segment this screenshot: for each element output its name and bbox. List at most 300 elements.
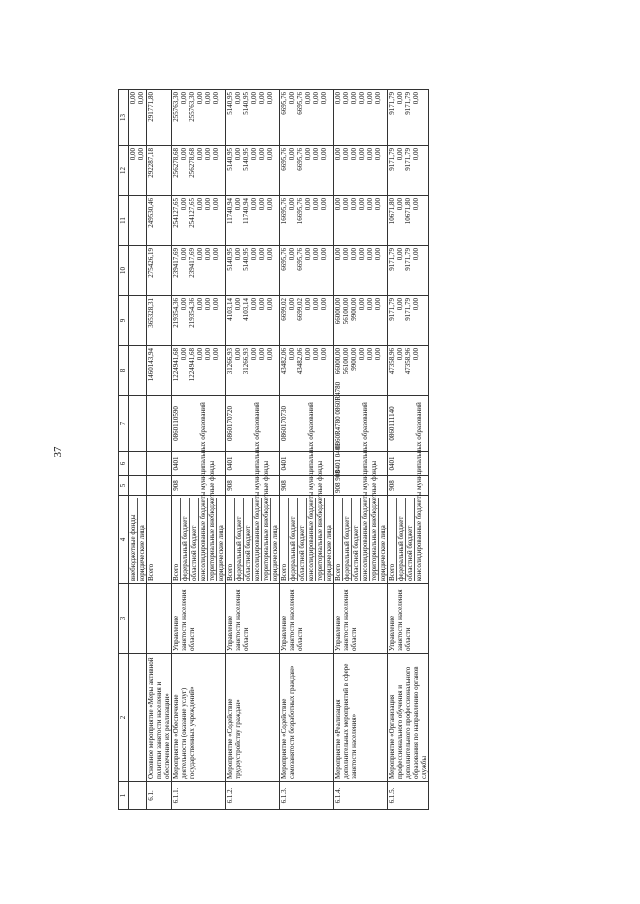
column-header: 4 — [119, 496, 129, 584]
value-c10-value: 0,00 — [204, 248, 212, 261]
table-row — [147, 90, 172, 810]
value-c8-value: 43482,06 — [296, 348, 304, 375]
funding-source-value: консолидированные бюджеты муниципальных образований — [415, 402, 423, 581]
value-c8-value: 0,00 — [320, 348, 328, 361]
value-c11-value: 249530,46 — [147, 198, 155, 228]
value-c12-value: 0,00 — [374, 148, 382, 161]
value-c10-value: 0,00 — [334, 248, 342, 261]
table-row — [172, 90, 226, 810]
funding-source-value: юридические лица — [378, 498, 387, 581]
value-c9-value: 0,00 — [374, 298, 382, 311]
funding-source-value: юридические лица — [270, 498, 279, 581]
value-c10 — [226, 246, 280, 296]
table-row — [280, 90, 334, 810]
value-c12-value: 0,00 — [204, 148, 212, 161]
column-header: 2 — [119, 654, 129, 782]
grbs-code: 908 — [226, 476, 280, 496]
value-c8-value: 31266,93 — [226, 348, 234, 375]
funding-source-value: федеральный бюджет — [288, 498, 297, 581]
value-c9-value: 0,00 — [320, 298, 328, 311]
value-c12 — [226, 146, 280, 196]
row-number: 6.1.2. — [226, 782, 280, 810]
value-2027-value: 0,00 — [137, 148, 145, 161]
value-c13-value: 0,00 — [180, 92, 188, 105]
funding-source — [129, 496, 147, 584]
value-c10-value: 5140,95 — [226, 248, 234, 271]
executor: Управление занятости населения области — [334, 584, 388, 654]
value-c11 — [226, 196, 280, 246]
value-c9-value: 0,00 — [412, 298, 420, 311]
value-c10-value: 0,00 — [366, 248, 374, 261]
value-c11-value: 0,00 — [374, 198, 382, 211]
value-c12-value: 0,00 — [366, 148, 374, 161]
row-number: 6.1.1. — [172, 782, 226, 810]
value-c13-value: 0,00 — [342, 92, 350, 105]
value-c9 — [334, 296, 388, 346]
event-name — [129, 654, 147, 782]
value-c13-value: 0,00 — [258, 92, 266, 105]
row-number: 6.1.4. — [334, 782, 388, 810]
value-c10-value: 6695,76 — [296, 248, 304, 271]
executor: Управление занятости населения области — [388, 584, 429, 654]
value-c10 — [280, 246, 334, 296]
value-c10-value: 0,00 — [304, 248, 312, 261]
value-c12-value: 0,00 — [320, 148, 328, 161]
value-c10 — [334, 246, 388, 296]
value-c11-value: 0,00 — [366, 198, 374, 211]
value-c11-value: 16695,76 — [296, 198, 304, 225]
table-row — [226, 90, 280, 810]
grbs-code: 908 — [280, 476, 334, 496]
value-c12-value: 0,00 — [342, 148, 350, 161]
value-c13-value: 0,00 — [212, 92, 220, 105]
funding-source-value: консолидированные бюджеты муниципальных образований — [199, 402, 207, 581]
value-c12-value: 0,00 — [288, 148, 296, 161]
value-c10-value: 0,00 — [320, 248, 328, 261]
value-c10-value: 5140,95 — [242, 248, 250, 271]
value-c8 — [226, 346, 280, 396]
section-code: 0401 — [280, 452, 334, 476]
value-c13 — [172, 90, 226, 146]
value-c13 — [334, 90, 388, 146]
value-c9-value: 0,00 — [304, 298, 312, 311]
value-c9-value: 219354,36 — [172, 298, 180, 328]
value-c9 — [388, 296, 429, 346]
value-c9-value: 4103,14 — [226, 298, 234, 321]
value-c11-value: 11740,94 — [226, 198, 234, 224]
funding-source-value: внебюджетные фонды — [129, 514, 137, 581]
value-c12-value: 5140,95 — [242, 148, 250, 171]
row-number: 6.1.3. — [280, 782, 334, 810]
value-c9-value: 219354,36 — [188, 298, 196, 328]
page-number: 37 — [52, 446, 64, 458]
value-c8-value: 0,00 — [204, 348, 212, 361]
value-c8-value: 0,00 — [258, 348, 266, 361]
value-c9 — [226, 296, 280, 346]
row-number: 6.1.5. — [388, 782, 429, 810]
value-c11-value: 0,00 — [288, 198, 296, 211]
value-c8 — [147, 346, 172, 396]
target-code: 0860R4780 0860R4780 — [334, 396, 388, 452]
value-c13-value: 0,00 — [250, 92, 258, 105]
grbs-code: 908 — [388, 476, 429, 496]
value-c12-value: 6695,76 — [280, 148, 288, 171]
value-c10 — [388, 246, 429, 296]
column-header: 6 — [119, 452, 129, 476]
value-c10-value: 275426,19 — [147, 248, 155, 278]
value-c10-value: 0,00 — [250, 248, 258, 261]
value-c12 — [147, 146, 172, 196]
value-2028-value: 0,00 — [129, 92, 137, 105]
value-c10-value: 239417,69 — [172, 248, 180, 278]
table-row — [388, 90, 429, 810]
value-c11-value: 0,00 — [358, 198, 366, 211]
value-cell — [129, 346, 147, 396]
value-c8-value: 0,00 — [374, 348, 382, 361]
value-c13-value: 0,00 — [304, 92, 312, 105]
value-c12-value: 0,00 — [334, 148, 342, 161]
value-c10-value: 0,00 — [342, 248, 350, 261]
grbs-code — [147, 476, 172, 496]
value-cell — [129, 196, 147, 246]
value-c13-value: 0,00 — [196, 92, 204, 105]
value-c12-value: 0,00 — [212, 148, 220, 161]
column-header: 5 — [119, 476, 129, 496]
value-c9-value: 9900,00 — [350, 298, 358, 321]
value-c13 — [226, 90, 280, 146]
value-c13-value: 9171,79 — [404, 92, 412, 115]
column-header: 9 — [119, 296, 129, 346]
funding-source-value: областной бюджет — [189, 498, 198, 581]
value-c11 — [172, 196, 226, 246]
grbs-code: 908 — [172, 476, 226, 496]
section-code: 0401 — [388, 452, 429, 476]
value-c12-value: 9171,79 — [388, 148, 396, 171]
value-c10-value: 0,00 — [258, 248, 266, 261]
value-c8-value: 0,00 — [266, 348, 274, 361]
executor — [147, 584, 172, 654]
budget-table-page — [118, 90, 598, 810]
value-c13-value: 6695,76 — [280, 92, 288, 115]
value-cell — [129, 452, 147, 476]
funding-source-value: консолидированные бюджеты муниципальных образований — [307, 402, 315, 581]
section-code: 0401 0401 — [334, 452, 388, 476]
value-c8-value: 0,00 — [366, 348, 374, 361]
section-code: 0401 — [226, 452, 280, 476]
value-c11-value: 0,00 — [350, 198, 358, 211]
value-c12-value: 0,00 — [312, 148, 320, 161]
funding-source-value: Всего — [172, 563, 180, 581]
value-c13-value: 0,00 — [396, 92, 404, 105]
value-c9-value: 0,00 — [250, 298, 258, 311]
funding-source-value: юридические лица — [216, 498, 225, 581]
value-c10-value: 0,00 — [350, 248, 358, 261]
value-c10-value: 0,00 — [312, 248, 320, 261]
value-c8-value: 0,00 — [312, 348, 320, 361]
budget-table — [118, 89, 429, 810]
funding-source-value: Всего — [147, 563, 155, 581]
value-c11-value: 0,00 — [250, 198, 258, 211]
event-name: Мероприятие «Реализация дополнительных мероприятий в сфере занятости населения» — [334, 654, 388, 782]
value-c8-value: 0,00 — [196, 348, 204, 361]
funding-source-value: юридические лица — [324, 498, 333, 581]
value-c8-value: 0,00 — [358, 348, 366, 361]
value-c11-value: 254127,65 — [188, 198, 196, 228]
funding-source-value: федеральный бюджет — [396, 498, 405, 581]
value-c10-value: 0,00 — [288, 248, 296, 261]
value-c13 — [147, 90, 172, 146]
executor — [129, 584, 147, 654]
value-cell — [129, 246, 147, 296]
value-c13-value: 0,00 — [350, 92, 358, 105]
column-header: 11 — [119, 196, 129, 246]
value-c11 — [147, 196, 172, 246]
grbs-code: 908 908 — [334, 476, 388, 496]
value-c10-value: 9171,79 — [388, 248, 396, 271]
value-c13-value: 5140,95 — [226, 92, 234, 115]
value-c9-value: 0,00 — [196, 298, 204, 311]
funding-source-value: территориальные внебюджетные фонды — [262, 460, 270, 581]
value-c10-value: 0,00 — [196, 248, 204, 261]
value-c9-value: 9171,79 — [404, 298, 412, 321]
event-name: Мероприятие «Организация профессионального обучения и дополнительного профессионального образования по направлению органов службы — [388, 654, 429, 782]
value-c11-value: 0,00 — [342, 198, 350, 211]
value-c11-value: 0,00 — [412, 198, 420, 211]
value-c10-value: 0,00 — [212, 248, 220, 261]
value-c8-value: 56100,00 — [342, 348, 350, 375]
value-c9-value: 0,00 — [366, 298, 374, 311]
value-c12-value: 256278,68 — [188, 148, 196, 178]
funding-source-value: Всего — [280, 563, 288, 581]
column-header: 10 — [119, 246, 129, 296]
value-c11-value: 11740,94 — [242, 198, 250, 224]
value-c9 — [280, 296, 334, 346]
value-c13-value: 0,00 — [234, 92, 242, 105]
value-c9 — [147, 296, 172, 346]
value-c13-value: 0,00 — [374, 92, 382, 105]
value-c8-value: 66000,00 — [334, 348, 342, 375]
value-c13-value: 0,00 — [266, 92, 274, 105]
value-c13-value: 0,00 — [412, 92, 420, 105]
value-c10-value: 0,00 — [234, 248, 242, 261]
value-2028-value: 0,00 — [137, 92, 145, 105]
value-c8-value: 47358,96 — [388, 348, 396, 375]
funding-source-value: Всего — [334, 563, 342, 581]
value-c9-value: 0,00 — [358, 298, 366, 311]
header-row — [119, 90, 129, 810]
value-c12-value: 256278,68 — [172, 148, 180, 178]
funding-source-value: областной бюджет — [243, 498, 252, 581]
value-c9-value: 365328,31 — [147, 298, 155, 328]
value-c11-value: 10671,80 — [388, 198, 396, 225]
value-c13-value: 0,00 — [312, 92, 320, 105]
value-c10-value: 0,00 — [396, 248, 404, 261]
value-c12 — [388, 146, 429, 196]
value-c8-value: 0,00 — [180, 348, 188, 361]
value-c11-value: 0,00 — [320, 198, 328, 211]
section-code — [147, 452, 172, 476]
value-c10-value: 239417,69 — [188, 248, 196, 278]
value-c8-value: 1224941,68 — [172, 348, 180, 382]
funding-source-value: федеральный бюджет — [180, 498, 189, 581]
value-c12-value: 5140,95 — [226, 148, 234, 171]
value-2027-value: 0,00 — [129, 148, 137, 161]
value-c13-value: 0,00 — [288, 92, 296, 105]
value-c8-value: 0,00 — [250, 348, 258, 361]
value-c13-value: 291771,80 — [147, 92, 155, 122]
section-code: 0401 — [172, 452, 226, 476]
value-c12-value: 0,00 — [258, 148, 266, 161]
funding-source-value: консолидированные бюджеты муниципальных образований — [253, 402, 261, 581]
value-c13-value: 0,00 — [334, 92, 342, 105]
value-c11-value: 16695,76 — [280, 198, 288, 225]
event-name: Основное мероприятие «Меры активной политики занятости населения и обеспечение их реализации» — [147, 654, 172, 782]
value-c9-value: 4103,14 — [242, 298, 250, 321]
value-c12-value: 0,00 — [350, 148, 358, 161]
value-c9-value: 6699,02 — [296, 298, 304, 321]
value-c9-value: 6699,02 — [280, 298, 288, 321]
value-c13-value: 6695,76 — [296, 92, 304, 115]
value-c8 — [388, 346, 429, 396]
funding-source-value: Всего — [226, 563, 234, 581]
value-c10-value: 0,00 — [358, 248, 366, 261]
value-c10 — [172, 246, 226, 296]
value-c12 — [334, 146, 388, 196]
value-c12-value: 0,00 — [412, 148, 420, 161]
value-c9-value: 0,00 — [288, 298, 296, 311]
value-c11-value: 0,00 — [312, 198, 320, 211]
column-header: 12 — [119, 146, 129, 196]
table-row — [129, 90, 147, 810]
executor: Управление занятости населения области — [280, 584, 334, 654]
funding-source-value: территориальные внебюджетные фонды — [370, 460, 378, 581]
column-header: 7 — [119, 396, 129, 452]
value-c10-value: 0,00 — [180, 248, 188, 261]
value-c13-value: 5140,95 — [242, 92, 250, 115]
value-c11-value: 0,00 — [396, 198, 404, 211]
value-c12-value: 0,00 — [396, 148, 404, 161]
value-c13 — [388, 90, 429, 146]
value-c12-value: 0,00 — [358, 148, 366, 161]
value-cell — [129, 296, 147, 346]
funding-source-value: федеральный бюджет — [342, 498, 351, 581]
value-c8-value: 1224941,68 — [188, 348, 196, 382]
funding-source — [147, 496, 172, 584]
value-c12-value: 0,00 — [234, 148, 242, 161]
value-c8-value: 9900,00 — [350, 348, 358, 371]
funding-source-value: консолидированные бюджеты муниципальных образований — [361, 402, 369, 581]
value-c12-value: 6695,76 — [296, 148, 304, 171]
funding-source-value: областной бюджет — [405, 498, 414, 581]
funding-source-value: Всего — [388, 563, 396, 581]
value-c12-value: 292287,18 — [147, 148, 155, 178]
value-c8-value: 0,00 — [288, 348, 296, 361]
value-c9-value: 0,00 — [204, 298, 212, 311]
value-c8-value: 47358,96 — [404, 348, 412, 375]
executor: Управление занятости населения области — [172, 584, 226, 654]
value-c9-value: 0,00 — [396, 298, 404, 311]
value-c12-value: 0,00 — [304, 148, 312, 161]
value-c8-value: 0,00 — [212, 348, 220, 361]
event-name: Мероприятие «Содействие трудоустройству граждан» — [226, 654, 280, 782]
target-code: 0860170720 — [226, 396, 280, 452]
value-c8 — [280, 346, 334, 396]
value-c11-value: 0,00 — [304, 198, 312, 211]
target-code — [147, 396, 172, 452]
funding-source-value: областной бюджет — [297, 498, 306, 581]
value-c9 — [172, 296, 226, 346]
column-header: 8 — [119, 346, 129, 396]
value-c12-value: 0,00 — [180, 148, 188, 161]
value-c10 — [147, 246, 172, 296]
target-code: 0860111140 — [388, 396, 429, 452]
funding-source-value: федеральный бюджет — [234, 498, 243, 581]
column-header: 13 — [119, 90, 129, 146]
table-row — [334, 90, 388, 810]
funding-source-value: юридические лица — [137, 498, 146, 581]
value-c12-value: 0,00 — [250, 148, 258, 161]
value-c11-value: 254127,65 — [172, 198, 180, 228]
value-c11-value: 0,00 — [196, 198, 204, 211]
value-c8 — [172, 346, 226, 396]
value-c9-value: 0,00 — [266, 298, 274, 311]
value-c11 — [334, 196, 388, 246]
value-c12 — [280, 146, 334, 196]
value-c11-value: 0,00 — [266, 198, 274, 211]
value-c8-value: 0,00 — [396, 348, 404, 361]
value-c10-value: 9171,79 — [404, 248, 412, 271]
value-c11-value: 10671,80 — [404, 198, 412, 225]
value-c10-value: 0,00 — [374, 248, 382, 261]
value-c9-value: 66000,00 — [334, 298, 342, 325]
value-c8-value: 0,00 — [412, 348, 420, 361]
value-c13-value: 9171,79 — [388, 92, 396, 115]
row-number — [129, 782, 147, 810]
target-code: 0860110590 — [172, 396, 226, 452]
row-number: 6.1. — [147, 782, 172, 810]
value-c13-value: 255763,30 — [172, 92, 180, 122]
value-c9-value: 0,00 — [180, 298, 188, 311]
value-c10-value: 0,00 — [412, 248, 420, 261]
value-c11-value: 0,00 — [334, 198, 342, 211]
column-header: 3 — [119, 584, 129, 654]
value-c11 — [388, 196, 429, 246]
value-c9-value: 9171,79 — [388, 298, 396, 321]
column-header: 1 — [119, 782, 129, 810]
value-c10-value: 6695,76 — [280, 248, 288, 271]
value-c9-value: 0,00 — [312, 298, 320, 311]
value-c12 — [172, 146, 226, 196]
value-cell — [129, 476, 147, 496]
target-code: 0860170730 — [280, 396, 334, 452]
value-c13-value: 0,00 — [320, 92, 328, 105]
value-c9-value: 0,00 — [212, 298, 220, 311]
value-c11 — [280, 196, 334, 246]
funding-source-value: областной бюджет — [351, 498, 360, 581]
executor: Управление занятости населения области — [226, 584, 280, 654]
value-c13-value: 0,00 — [358, 92, 366, 105]
value-c12-value: 0,00 — [196, 148, 204, 161]
value-c11-value: 0,00 — [234, 198, 242, 211]
value-2027 — [129, 146, 147, 196]
value-c11-value: 0,00 — [180, 198, 188, 211]
value-c12-value: 0,00 — [266, 148, 274, 161]
value-c8-value: 0,00 — [234, 348, 242, 361]
value-c10-value: 0,00 — [266, 248, 274, 261]
value-c11-value: 0,00 — [212, 198, 220, 211]
value-c9-value: 0,00 — [258, 298, 266, 311]
value-c13-value: 255763,30 — [188, 92, 196, 122]
